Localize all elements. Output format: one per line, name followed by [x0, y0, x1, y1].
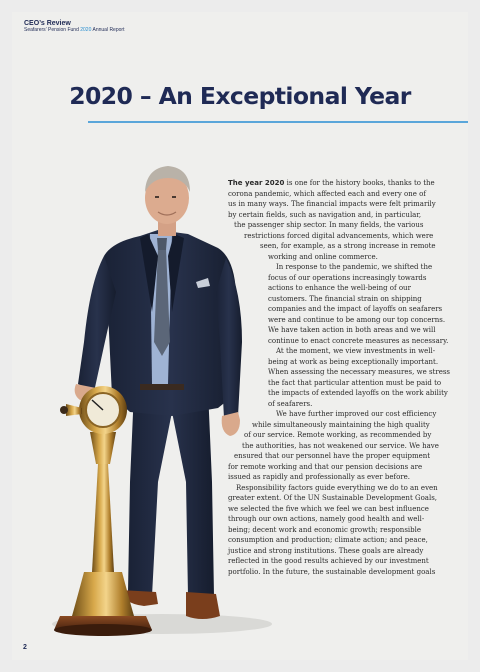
body-line: of seafarers.	[268, 399, 313, 408]
body-line: being; decent work and economic growth; responsible	[228, 525, 422, 534]
body-line: In response to the pandemic, we shifted the	[276, 263, 433, 271]
subtitle-suffix: Annual Report	[91, 27, 125, 34]
body-line: us in many ways. The financial impacts were felt primarily	[228, 200, 436, 208]
belt	[140, 384, 184, 390]
body-line: Responsibility factors guide everything we do to an even	[236, 483, 438, 492]
body-line: ensured that our personnel have the proper equipment	[234, 452, 431, 460]
body-line: were and continue to be among our top concerns.	[268, 315, 446, 324]
body-line: focus of our operations increasingly towards	[268, 273, 427, 282]
body-line: At the moment, we view investments in well-	[276, 347, 436, 355]
body-line: the fact that particular attention must be paid to	[268, 378, 442, 387]
body-line: justice and strong institutions. These goals are already	[228, 546, 424, 555]
body-line: When assessing the necessary measures, we stress	[268, 368, 451, 376]
telegraph-base	[72, 572, 134, 616]
left-eye	[155, 196, 159, 198]
body-line: corona pandemic, which affected each and every one of	[228, 189, 426, 198]
body-line: by certain fields, such as navigation and, in particular,	[228, 210, 422, 219]
section-title: CEO’s Review	[24, 20, 71, 27]
body-line: through our own actions, namely good health and well-	[228, 515, 425, 523]
body-line: continue to enact concrete measures as necessary.	[268, 336, 449, 345]
body-line: the impacts of extended layoffs on the work ability	[268, 389, 448, 397]
body-line: portfolio. In the future, the sustainable development goals	[228, 567, 436, 576]
telegraph-neck	[90, 432, 116, 464]
lead-phrase: The year 2020	[228, 179, 285, 187]
body-line: We have taken action in both areas and we will	[268, 326, 436, 334]
body-line: restrictions forced digital advancements, which were	[244, 231, 434, 240]
handle-knob	[60, 406, 68, 414]
right-hand	[222, 412, 240, 436]
telegraph-column	[92, 464, 114, 572]
page-sheet	[12, 12, 468, 660]
body-line: The year 2020 is one for the history books, thanks to the	[228, 179, 435, 187]
subtitle-year: 2020	[80, 27, 92, 34]
plinth-bottom	[54, 624, 152, 636]
body-line: consumption and production; climate action; and peace,	[228, 536, 428, 544]
trousers	[128, 390, 214, 596]
page-number: 2	[23, 644, 27, 651]
body-line: the passenger ship sector. In many fields, the various	[234, 221, 424, 229]
body-line: working and online commerce.	[268, 252, 378, 261]
subtitle-prefix: Seafarers’ Pension Fund	[24, 27, 81, 34]
body-line: we selected the five which we feel we can best influence	[228, 504, 429, 513]
page-headline: 2020 – An Exceptional Year	[69, 82, 411, 110]
body-line: actions to enhance the well-being of our	[268, 284, 411, 292]
body-line: We have further improved our cost efficiency	[276, 410, 437, 418]
body-line: issued as rapidly and professionally as ever before.	[228, 473, 410, 481]
body-line: reflected in the good results achieved by our investment	[228, 557, 429, 565]
body-line: greater extent. Of the UN Sustainable Development Goals,	[228, 494, 438, 502]
body-line: while simultaneously maintaining the high quality	[252, 420, 430, 429]
body-line: for remote working and that our pension decisions are	[228, 462, 423, 471]
body-line: being at work as being exceptionally important.	[268, 357, 439, 366]
right-eye	[172, 196, 176, 198]
body-line: seen, for example, as a strong increase in remote	[260, 242, 436, 250]
tie-knot	[157, 238, 167, 250]
body-line: companies and the impact of layoffs on seafarers	[268, 305, 443, 313]
right-shoe	[186, 592, 220, 619]
body-line: of our service. Remote working, as recommended by	[244, 431, 432, 439]
body-line: the authorities, has not weakened our service. We have	[242, 441, 439, 450]
body-line: customers. The financial strain on shipping	[268, 294, 422, 303]
